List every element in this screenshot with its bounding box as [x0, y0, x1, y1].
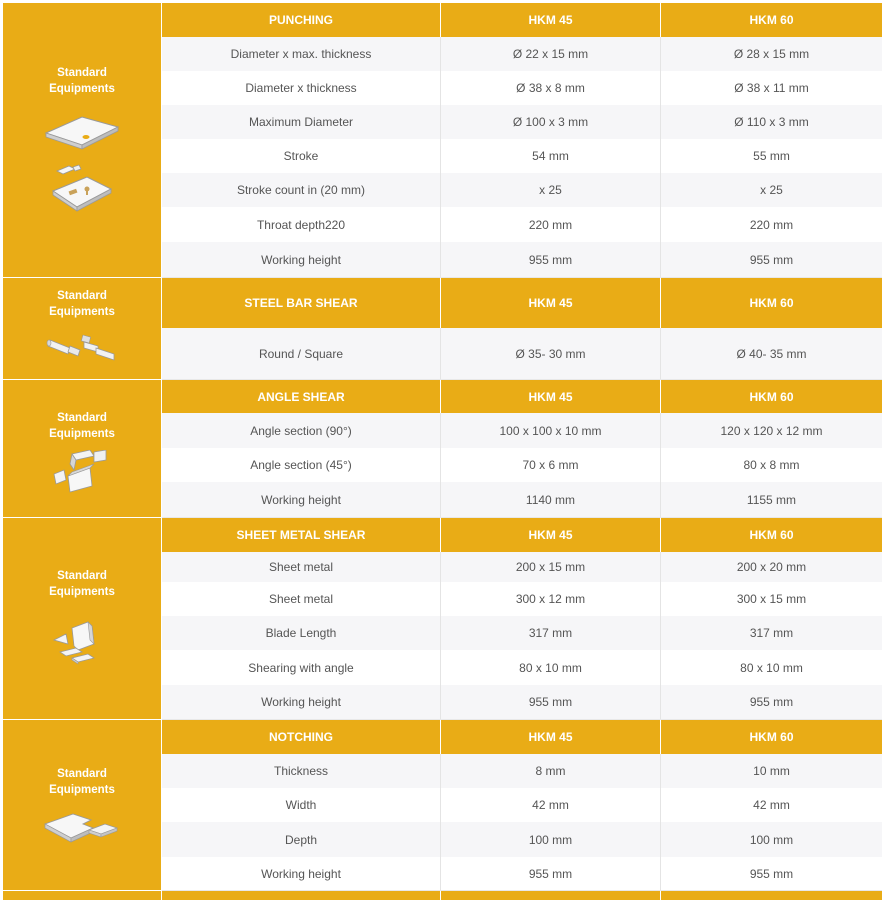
table-row — [162, 71, 882, 106]
row-value-hkm45: 100 x 100 x 10 mm — [440, 413, 660, 448]
section-header — [162, 720, 882, 754]
section-steel-bar-shear — [3, 278, 882, 379]
steel-bar-icon — [46, 332, 118, 364]
sheet-metal-icon — [52, 620, 112, 672]
row-label: Depth — [284, 832, 318, 847]
table-row — [162, 173, 882, 208]
header-hkm60: HKM 60 — [660, 3, 882, 37]
section-sidebar — [3, 518, 161, 719]
section-sidebar-title: Standard Equipments — [49, 412, 115, 440]
table-row — [162, 37, 882, 72]
table-row — [162, 139, 882, 174]
row-value-hkm45: 317 mm — [440, 616, 660, 650]
section-sidebar — [3, 720, 161, 890]
table-row — [162, 448, 882, 483]
table-row — [162, 822, 882, 858]
header-hkm45: HKM 45 — [440, 278, 660, 328]
table-row — [162, 242, 882, 278]
punched-parts-icon — [47, 163, 117, 215]
row-label: Sheet metal — [268, 592, 334, 606]
row-label: Thickness — [273, 764, 329, 778]
section-sidebar — [3, 278, 161, 379]
section-sheet-metal-shear — [3, 518, 882, 719]
section-sidebar-title: Standard Equipments — [49, 67, 115, 95]
row-value-hkm60: 100 mm — [660, 822, 882, 857]
row-value-hkm60: Ø 40- 35 mm — [660, 328, 882, 379]
table-row — [162, 650, 882, 686]
header-feature — [162, 891, 440, 900]
row-value-hkm60: 317 mm — [660, 616, 882, 650]
table-row — [162, 616, 882, 651]
row-value-hkm45: 955 mm — [440, 242, 660, 277]
section-notching — [3, 720, 882, 890]
row-label: Round / Square — [258, 346, 344, 361]
row-label: Diameter x thickness — [245, 81, 357, 95]
table-row — [162, 413, 882, 449]
row-value-hkm45: 1140 mm — [440, 482, 660, 517]
header-hkm60: HKM 60 — [660, 720, 882, 754]
header-feature: STEEL BAR SHEAR — [244, 296, 358, 310]
row-value-hkm60: x 25 — [660, 173, 882, 207]
row-label: Working height — [261, 695, 341, 709]
angle-profile-icon — [50, 450, 114, 494]
row-label: Maximum Diameter — [248, 115, 353, 129]
header-feature: SHEET METAL SHEAR — [236, 528, 366, 542]
row-label: Stroke — [283, 149, 319, 163]
row-value-hkm60: 55 mm — [660, 139, 882, 173]
row-value-hkm60: 80 x 8 mm — [660, 448, 882, 482]
section-header — [162, 380, 882, 413]
row-value-hkm45: 200 x 15 mm — [440, 552, 660, 582]
row-value-hkm60: 10 mm — [660, 754, 882, 788]
section-header — [162, 518, 882, 552]
section-header — [162, 3, 882, 37]
row-value-hkm45: 80 x 10 mm — [440, 650, 660, 685]
table-row — [162, 857, 882, 891]
table-row — [162, 105, 882, 140]
table-row — [162, 582, 882, 617]
punching-plate-icon — [42, 111, 122, 151]
row-label: Stroke count in (20 mm) — [236, 183, 366, 197]
header-hkm45 — [440, 891, 660, 900]
section-sidebar-title: Standard Equipments — [49, 768, 115, 796]
row-label: Shearing with angle — [248, 660, 354, 675]
row-label: Sheet metal — [268, 560, 334, 574]
header-hkm60 — [660, 891, 882, 900]
row-value-hkm45: Ø 22 x 15 mm — [440, 37, 660, 71]
row-value-hkm45: 300 x 12 mm — [440, 582, 660, 616]
row-value-hkm45: 54 mm — [440, 139, 660, 173]
row-value-hkm60: 120 x 120 x 12 mm — [660, 413, 882, 448]
row-value-hkm45: 70 x 6 mm — [440, 448, 660, 482]
section-header — [162, 891, 882, 900]
row-value-hkm45: 8 mm — [440, 754, 660, 788]
table-row — [162, 552, 882, 583]
table-row — [162, 685, 882, 720]
row-value-hkm45: 220 mm — [440, 207, 660, 242]
table-row — [162, 754, 882, 789]
row-label: Working height — [261, 252, 341, 267]
section-header — [162, 278, 882, 328]
table-row — [162, 207, 882, 243]
row-label: Angle section (90°) — [250, 423, 352, 438]
table-row — [162, 482, 882, 518]
row-value-hkm60: 220 mm — [660, 207, 882, 242]
row-value-hkm60: 42 mm — [660, 788, 882, 822]
row-value-hkm60: Ø 28 x 15 mm — [660, 37, 882, 71]
row-value-hkm60: 80 x 10 mm — [660, 650, 882, 685]
row-value-hkm45: Ø 38 x 8 mm — [440, 71, 660, 105]
header-hkm60: HKM 60 — [660, 278, 882, 328]
notching-plate-icon — [43, 808, 121, 848]
section-sidebar — [3, 891, 161, 900]
header-hkm45: HKM 45 — [440, 3, 660, 37]
row-value-hkm45: 100 mm — [440, 822, 660, 857]
section-next-partial — [3, 891, 882, 900]
row-value-hkm45: 955 mm — [440, 857, 660, 890]
row-value-hkm60: Ø 110 x 3 mm — [660, 105, 882, 139]
row-value-hkm45: Ø 100 x 3 mm — [440, 105, 660, 139]
row-label: Working height — [261, 866, 341, 881]
row-value-hkm60: 955 mm — [660, 857, 882, 890]
row-label: Throat depth220 — [256, 217, 346, 232]
section-angle-shear — [3, 380, 882, 517]
row-label: Width — [285, 798, 317, 812]
row-label: Working height — [261, 492, 341, 507]
section-sidebar — [3, 380, 161, 517]
row-value-hkm45: x 25 — [440, 173, 660, 207]
header-hkm60: HKM 60 — [660, 380, 882, 413]
row-value-hkm45: 42 mm — [440, 788, 660, 822]
header-hkm60: HKM 60 — [660, 518, 882, 552]
row-label: Angle section (45°) — [250, 458, 352, 472]
row-value-hkm60: 300 x 15 mm — [660, 582, 882, 616]
section-sidebar — [3, 3, 161, 277]
section-punching — [3, 3, 882, 277]
section-sidebar-title: Standard Equipments — [49, 570, 115, 598]
header-feature: PUNCHING — [268, 13, 333, 27]
header-feature: NOTCHING — [269, 730, 333, 744]
row-value-hkm60: 1155 mm — [660, 482, 882, 517]
row-value-hkm45: 955 mm — [440, 685, 660, 719]
table-row — [162, 788, 882, 823]
header-hkm45: HKM 45 — [440, 518, 660, 552]
row-label: Diameter x max. thickness — [230, 47, 372, 61]
header-hkm45: HKM 45 — [440, 380, 660, 413]
row-value-hkm60: 200 x 20 mm — [660, 552, 882, 582]
row-value-hkm60: Ø 38 x 11 mm — [660, 71, 882, 105]
row-value-hkm60: 955 mm — [660, 685, 882, 719]
row-value-hkm60: 955 mm — [660, 242, 882, 277]
row-value-hkm45: Ø 35- 30 mm — [440, 328, 660, 379]
header-feature: ANGLE SHEAR — [257, 389, 345, 404]
table-row — [162, 328, 882, 380]
row-label: Blade Length — [265, 626, 337, 640]
header-hkm45: HKM 45 — [440, 720, 660, 754]
section-sidebar-title: Standard Equipments — [49, 290, 115, 318]
